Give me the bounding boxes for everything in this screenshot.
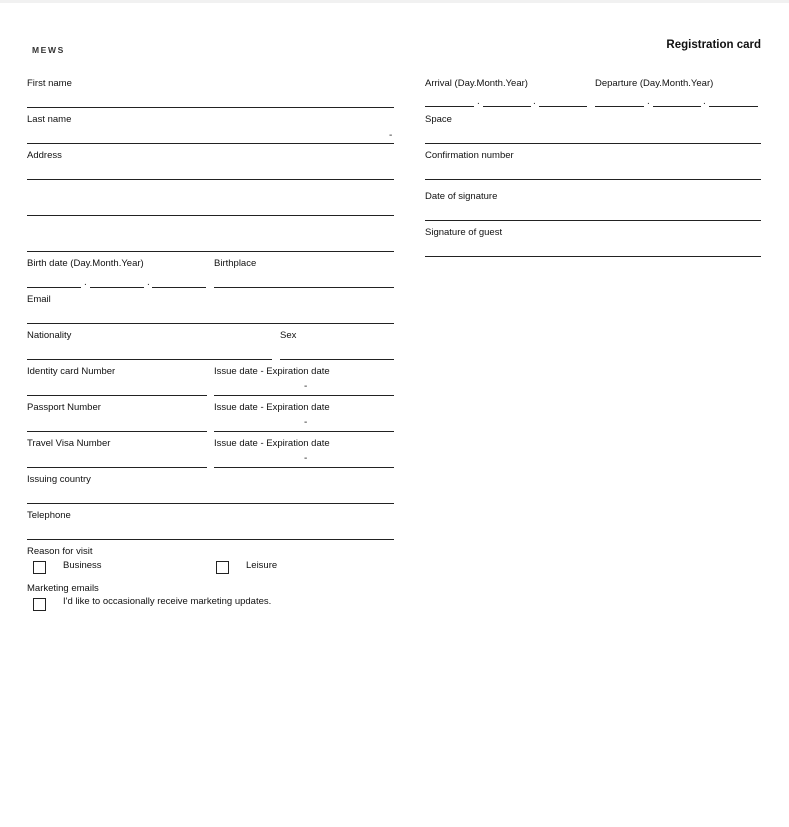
first-name-field[interactable]: [27, 107, 394, 108]
birth-day-field[interactable]: [27, 287, 81, 288]
departure-label: Departure (Day.Month.Year): [595, 78, 714, 89]
marketing-checkbox[interactable]: [33, 598, 46, 611]
issuing-country-label: Issuing country: [27, 474, 91, 485]
address-label: Address: [27, 150, 62, 161]
id-card-field[interactable]: [27, 395, 207, 396]
birthplace-field[interactable]: [214, 287, 394, 288]
last-name-label: Last name: [27, 114, 72, 125]
birth-month-field[interactable]: [90, 287, 144, 288]
birth-date-label: Birth date (Day.Month.Year): [27, 258, 144, 269]
sex-field[interactable]: [280, 359, 394, 360]
address-field-line-3[interactable]: [27, 251, 394, 252]
passport-label: Passport Number: [27, 402, 101, 413]
reason-for-visit-label: Reason for visit: [27, 546, 93, 557]
marketing-consent-text: I'd like to occasionally receive marketing updates.: [63, 596, 272, 607]
birth-date-separator: .: [84, 277, 87, 288]
top-border: [0, 0, 789, 3]
departure-separator: .: [703, 96, 706, 107]
arrival-label: Arrival (Day.Month.Year): [425, 78, 528, 89]
signature-label: Signature of guest: [425, 227, 503, 238]
arrival-separator: .: [533, 96, 536, 107]
id-issue-dash: -: [304, 381, 308, 392]
leisure-label: Leisure: [246, 560, 278, 571]
email-label: Email: [27, 294, 51, 305]
departure-separator: .: [647, 96, 650, 107]
mews-logo: MEWS: [32, 45, 65, 55]
visa-issue-dash: -: [304, 453, 308, 464]
confirmation-number-field[interactable]: [425, 179, 761, 180]
date-of-signature-label: Date of signature: [425, 191, 498, 202]
email-field[interactable]: [27, 323, 394, 324]
leisure-checkbox[interactable]: [216, 561, 229, 574]
business-label: Business: [63, 560, 102, 571]
last-name-field[interactable]: [27, 143, 394, 144]
birth-date-separator: .: [147, 277, 150, 288]
passport-issue-expiration-field[interactable]: [214, 431, 394, 432]
birth-year-field[interactable]: [152, 287, 206, 288]
departure-year-field[interactable]: [709, 106, 758, 107]
visa-label: Travel Visa Number: [27, 438, 111, 449]
visa-issue-expiration-field[interactable]: [214, 467, 394, 468]
nationality-field[interactable]: [27, 359, 272, 360]
telephone-field[interactable]: [27, 539, 394, 540]
id-issue-expiration-field[interactable]: [214, 395, 394, 396]
passport-issue-expiration-label: Issue date - Expiration date: [214, 402, 330, 413]
page-title: Registration card: [666, 39, 761, 51]
marketing-emails-label: Marketing emails: [27, 583, 99, 594]
departure-month-field[interactable]: [653, 106, 701, 107]
issuing-country-field[interactable]: [27, 503, 394, 504]
arrival-year-field[interactable]: [539, 106, 587, 107]
date-of-signature-field[interactable]: [425, 220, 761, 221]
nationality-label: Nationality: [27, 330, 72, 341]
last-name-dash: -: [389, 130, 393, 141]
passport-field[interactable]: [27, 431, 207, 432]
sex-label: Sex: [280, 330, 297, 341]
arrival-separator: .: [477, 96, 480, 107]
first-name-label: First name: [27, 78, 72, 89]
id-issue-expiration-label: Issue date - Expiration date: [214, 366, 330, 377]
id-card-label: Identity card Number: [27, 366, 116, 377]
signature-field[interactable]: [425, 256, 761, 257]
business-checkbox[interactable]: [33, 561, 46, 574]
address-field-line-1[interactable]: [27, 179, 394, 180]
space-field[interactable]: [425, 143, 761, 144]
arrival-day-field[interactable]: [425, 106, 474, 107]
address-field-line-2[interactable]: [27, 215, 394, 216]
departure-day-field[interactable]: [595, 106, 644, 107]
arrival-month-field[interactable]: [483, 106, 531, 107]
telephone-label: Telephone: [27, 510, 71, 521]
visa-field[interactable]: [27, 467, 207, 468]
passport-issue-dash: -: [304, 417, 308, 428]
visa-issue-expiration-label: Issue date - Expiration date: [214, 438, 330, 449]
space-label: Space: [425, 114, 452, 125]
birthplace-label: Birthplace: [214, 258, 257, 269]
confirmation-number-label: Confirmation number: [425, 150, 514, 161]
